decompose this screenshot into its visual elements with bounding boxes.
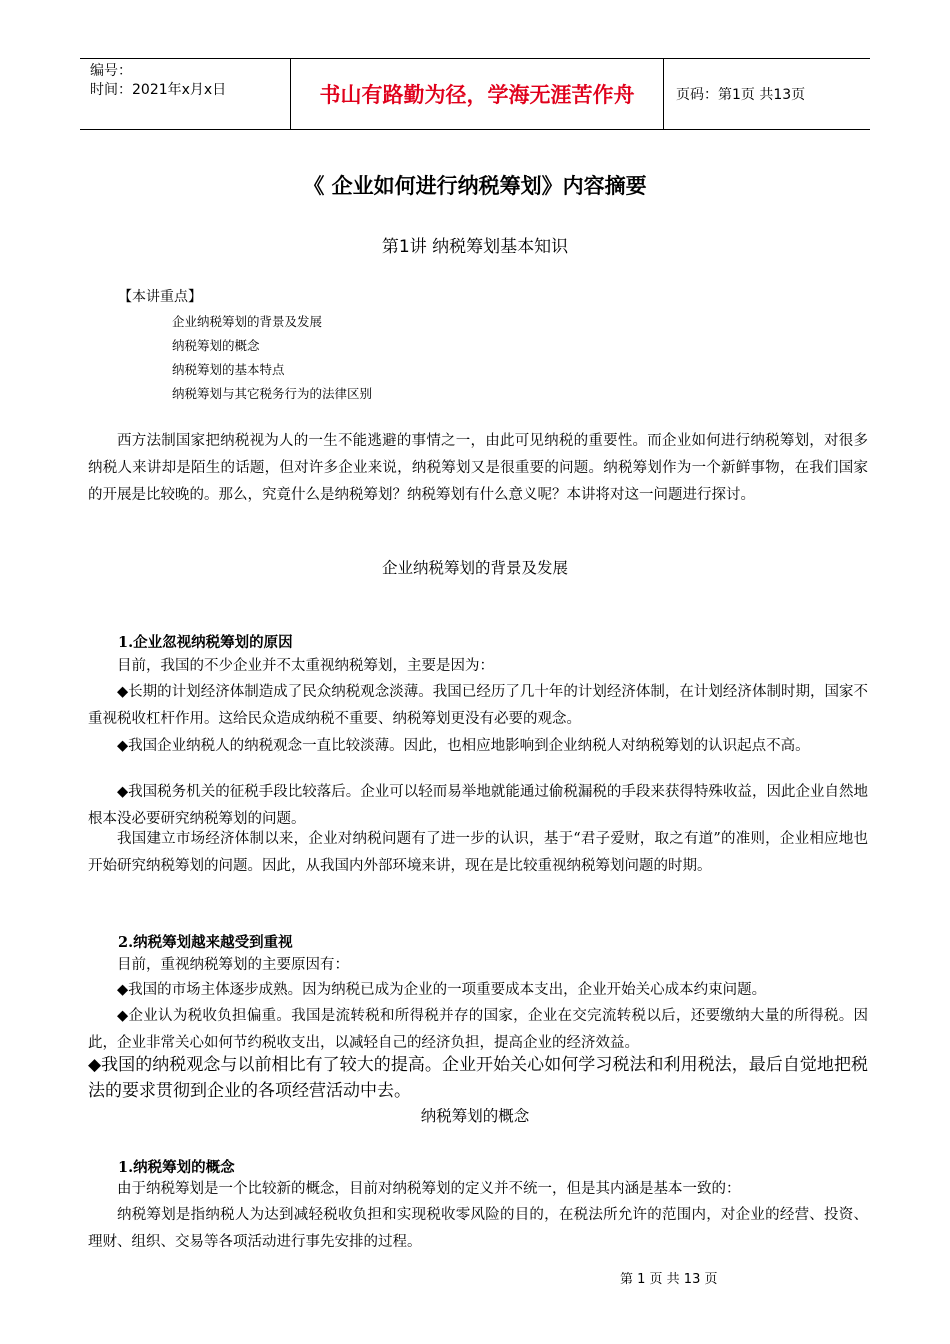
page-footer: 第 1 页 共 13 页 bbox=[620, 1272, 718, 1287]
header-table bbox=[80, 58, 870, 130]
intro-paragraph: 西方法制国家把纳税视为人的一生不能逃避的事情之一，由此可见纳税的重要性。而企业如何进行纳税筹划，对很多纳税人来讲却是陌生的话题，但对许多企业来说，纳税筹划又是很重要的问题。纳税筹划作为一个新鲜事物，在我们国家的开展是比较晚的。那么，究竟什么是纳税筹划？纳税筹划有什么意义呢？本讲将对这一问题进行探讨。 bbox=[88, 433, 868, 503]
bullet-paragraph: ◆长期的计划经济体制造成了民众纳税观念淡薄。我国已经历了几十年的计划经济体制，在计划经济体制时期，国家不重视税收杠杆作用。这给民众造成纳税不重要、纳税筹划更没有必要的观念。 bbox=[88, 684, 868, 727]
bullet-paragraph: ◆企业认为税收负担偏重。我国是流转税和所得税并存的国家，企业在交完流转税以后，还要缴纳大量的所得税。因此，企业非常关心如何节约税收支出，以减轻自己的经济负担，提高企业的经济效益。 bbox=[88, 1008, 868, 1051]
bullet-paragraph: ◆我国企业纳税人的纳税观念一直比较淡薄。因此，也相应地影响到企业纳税人对纳税筹划的认识起点不高。 bbox=[117, 738, 810, 754]
key-point-item: 企业纳税筹划的背景及发展 bbox=[172, 314, 323, 329]
subsection-heading: 1.纳税筹划的概念 bbox=[118, 1159, 235, 1176]
header-left-cell bbox=[80, 59, 290, 129]
key-point-item: 纳税筹划与其它税务行为的法律区别 bbox=[172, 386, 373, 401]
key-points-heading: 【本讲重点】 bbox=[118, 289, 202, 305]
paragraph: 我国建立市场经济体制以来，企业对纳税问题有了进一步的认识，基于“君子爱财，取之有道”的准则，企业相应地也开始研究纳税筹划的问题。因此，从我国内外部环境来讲，现在是比较重视纳税筹划问题的时期。 bbox=[88, 831, 868, 874]
page-info: 页码：第1页 共13页 bbox=[676, 87, 806, 103]
key-point-item: 纳税筹划的概念 bbox=[172, 338, 260, 353]
paragraph: 目前，我国的不少企业并不太重视纳税筹划，主要是因为： bbox=[117, 658, 494, 674]
paragraph: 纳税筹划是指纳税人为达到减轻税收负担和实现税收零风险的目的，在税法所允许的范围内，对企业的经营、投资、理财、组织、交易等各项活动进行事先安排的过程。 bbox=[88, 1207, 868, 1250]
subsection-heading: 2.纳税筹划越来越受到重视 bbox=[118, 934, 293, 951]
section-title: 企业纳税筹划的背景及发展 bbox=[381, 559, 568, 577]
paragraph: 目前，重视纳税筹划的主要原因有： bbox=[117, 957, 349, 973]
lecture-subtitle: 第1讲 纳税筹划基本知识 bbox=[381, 237, 569, 257]
section-title: 纳税筹划的概念 bbox=[420, 1107, 530, 1125]
document-title: 《 企业如何进行纳税筹划》内容摘要 bbox=[303, 174, 647, 198]
bullet-paragraph: ◆我国的市场主体逐步成熟。因为纳税已成为企业的一项重要成本支出，企业开始关心成本约束问题。 bbox=[117, 982, 767, 998]
time-label: 时间：2021年x月x日 bbox=[90, 82, 227, 98]
bullet-paragraph-large: ◆我国的纳税观念与以前相比有了较大的提高。企业开始关心如何学习税法和利用税法，最后自觉地把税法的要求贯彻到企业的各项经营活动中去。 bbox=[88, 1055, 868, 1101]
paragraph: 由于纳税筹划是一个比较新的概念，目前对纳税筹划的定义并不统一，但是其内涵是基本一致的： bbox=[117, 1181, 741, 1197]
motto: 书山有路勤为径，学海无涯苦作舟 bbox=[290, 59, 664, 129]
key-point-item: 纳税筹划的基本特点 bbox=[172, 362, 285, 377]
bullet-paragraph: ◆我国税务机关的征税手段比较落后。企业可以轻而易举地就能通过偷税漏税的手段来获得特殊收益，因此企业自然地根本没必要研究纳税筹划的问题。 bbox=[88, 784, 868, 827]
number-label: 编号： bbox=[90, 63, 132, 79]
subsection-heading: 1.企业忽视纳税筹划的原因 bbox=[118, 634, 293, 651]
